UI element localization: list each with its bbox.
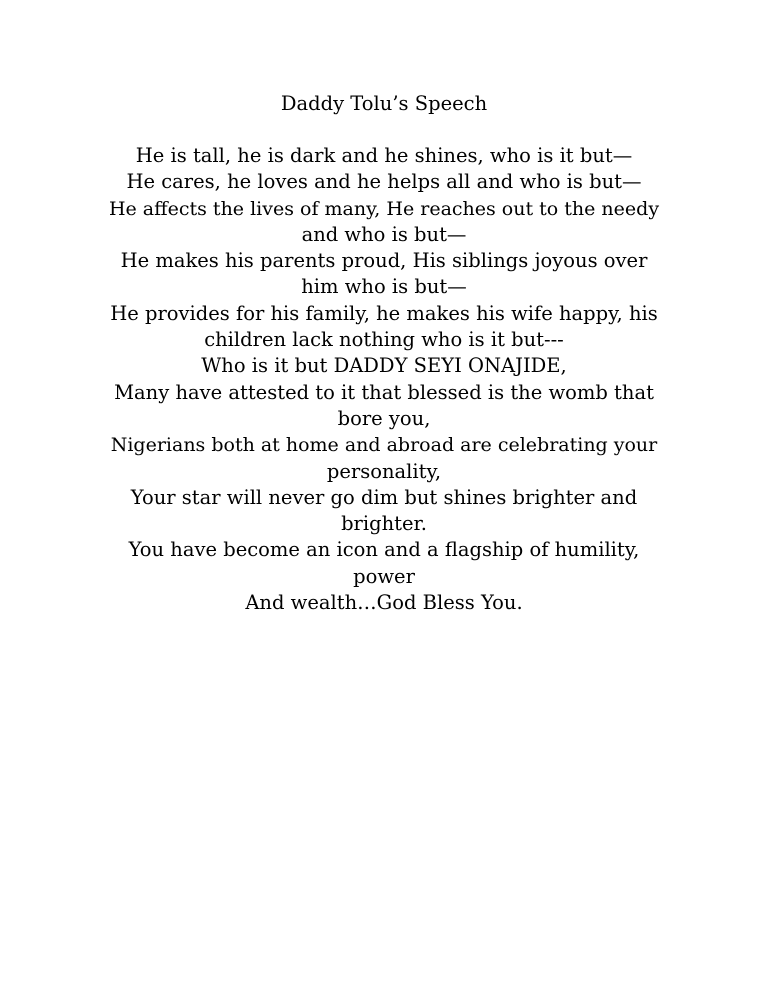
speech-line: And wealth…God Bless You.	[245, 591, 523, 615]
speech-line: children lack nothing who is it but---	[204, 328, 564, 352]
speech-line: personality,	[326, 459, 442, 483]
speech-line: Many have attested to it that blessed is the womb that	[114, 380, 654, 404]
speech-line: and who is but—	[301, 222, 467, 246]
speech-line: Your star will never go dim but shines brighter and	[130, 485, 638, 509]
speech-line: Who is it but DADDY SEYI ONAJIDE,	[201, 354, 567, 378]
speech-line: He affects the lives of many, He reaches out to the needy	[108, 197, 660, 220]
speech-line: He is tall, he is dark and he shines, who is it but—	[135, 144, 633, 167]
speech-line: brighter.	[341, 512, 427, 536]
speech-line: Nigerians both at home and abroad are celebrating your	[110, 434, 658, 457]
speech-body	[104, 143, 664, 616]
speech-line: He provides for his family, he makes his wife happy, his	[110, 301, 658, 325]
speech-line: him who is but—	[301, 275, 467, 299]
speech-line: You have become an icon and a flagship of humility,	[128, 538, 640, 562]
speech-line: He makes his parents proud, His siblings joyous over	[120, 249, 648, 273]
speech-line: He cares, he loves and he helps all and who is but—	[126, 170, 642, 194]
document-title: Daddy Tolu’s Speech	[280, 92, 488, 115]
speech-line: power	[353, 564, 415, 588]
speech-line: bore you,	[337, 406, 431, 430]
